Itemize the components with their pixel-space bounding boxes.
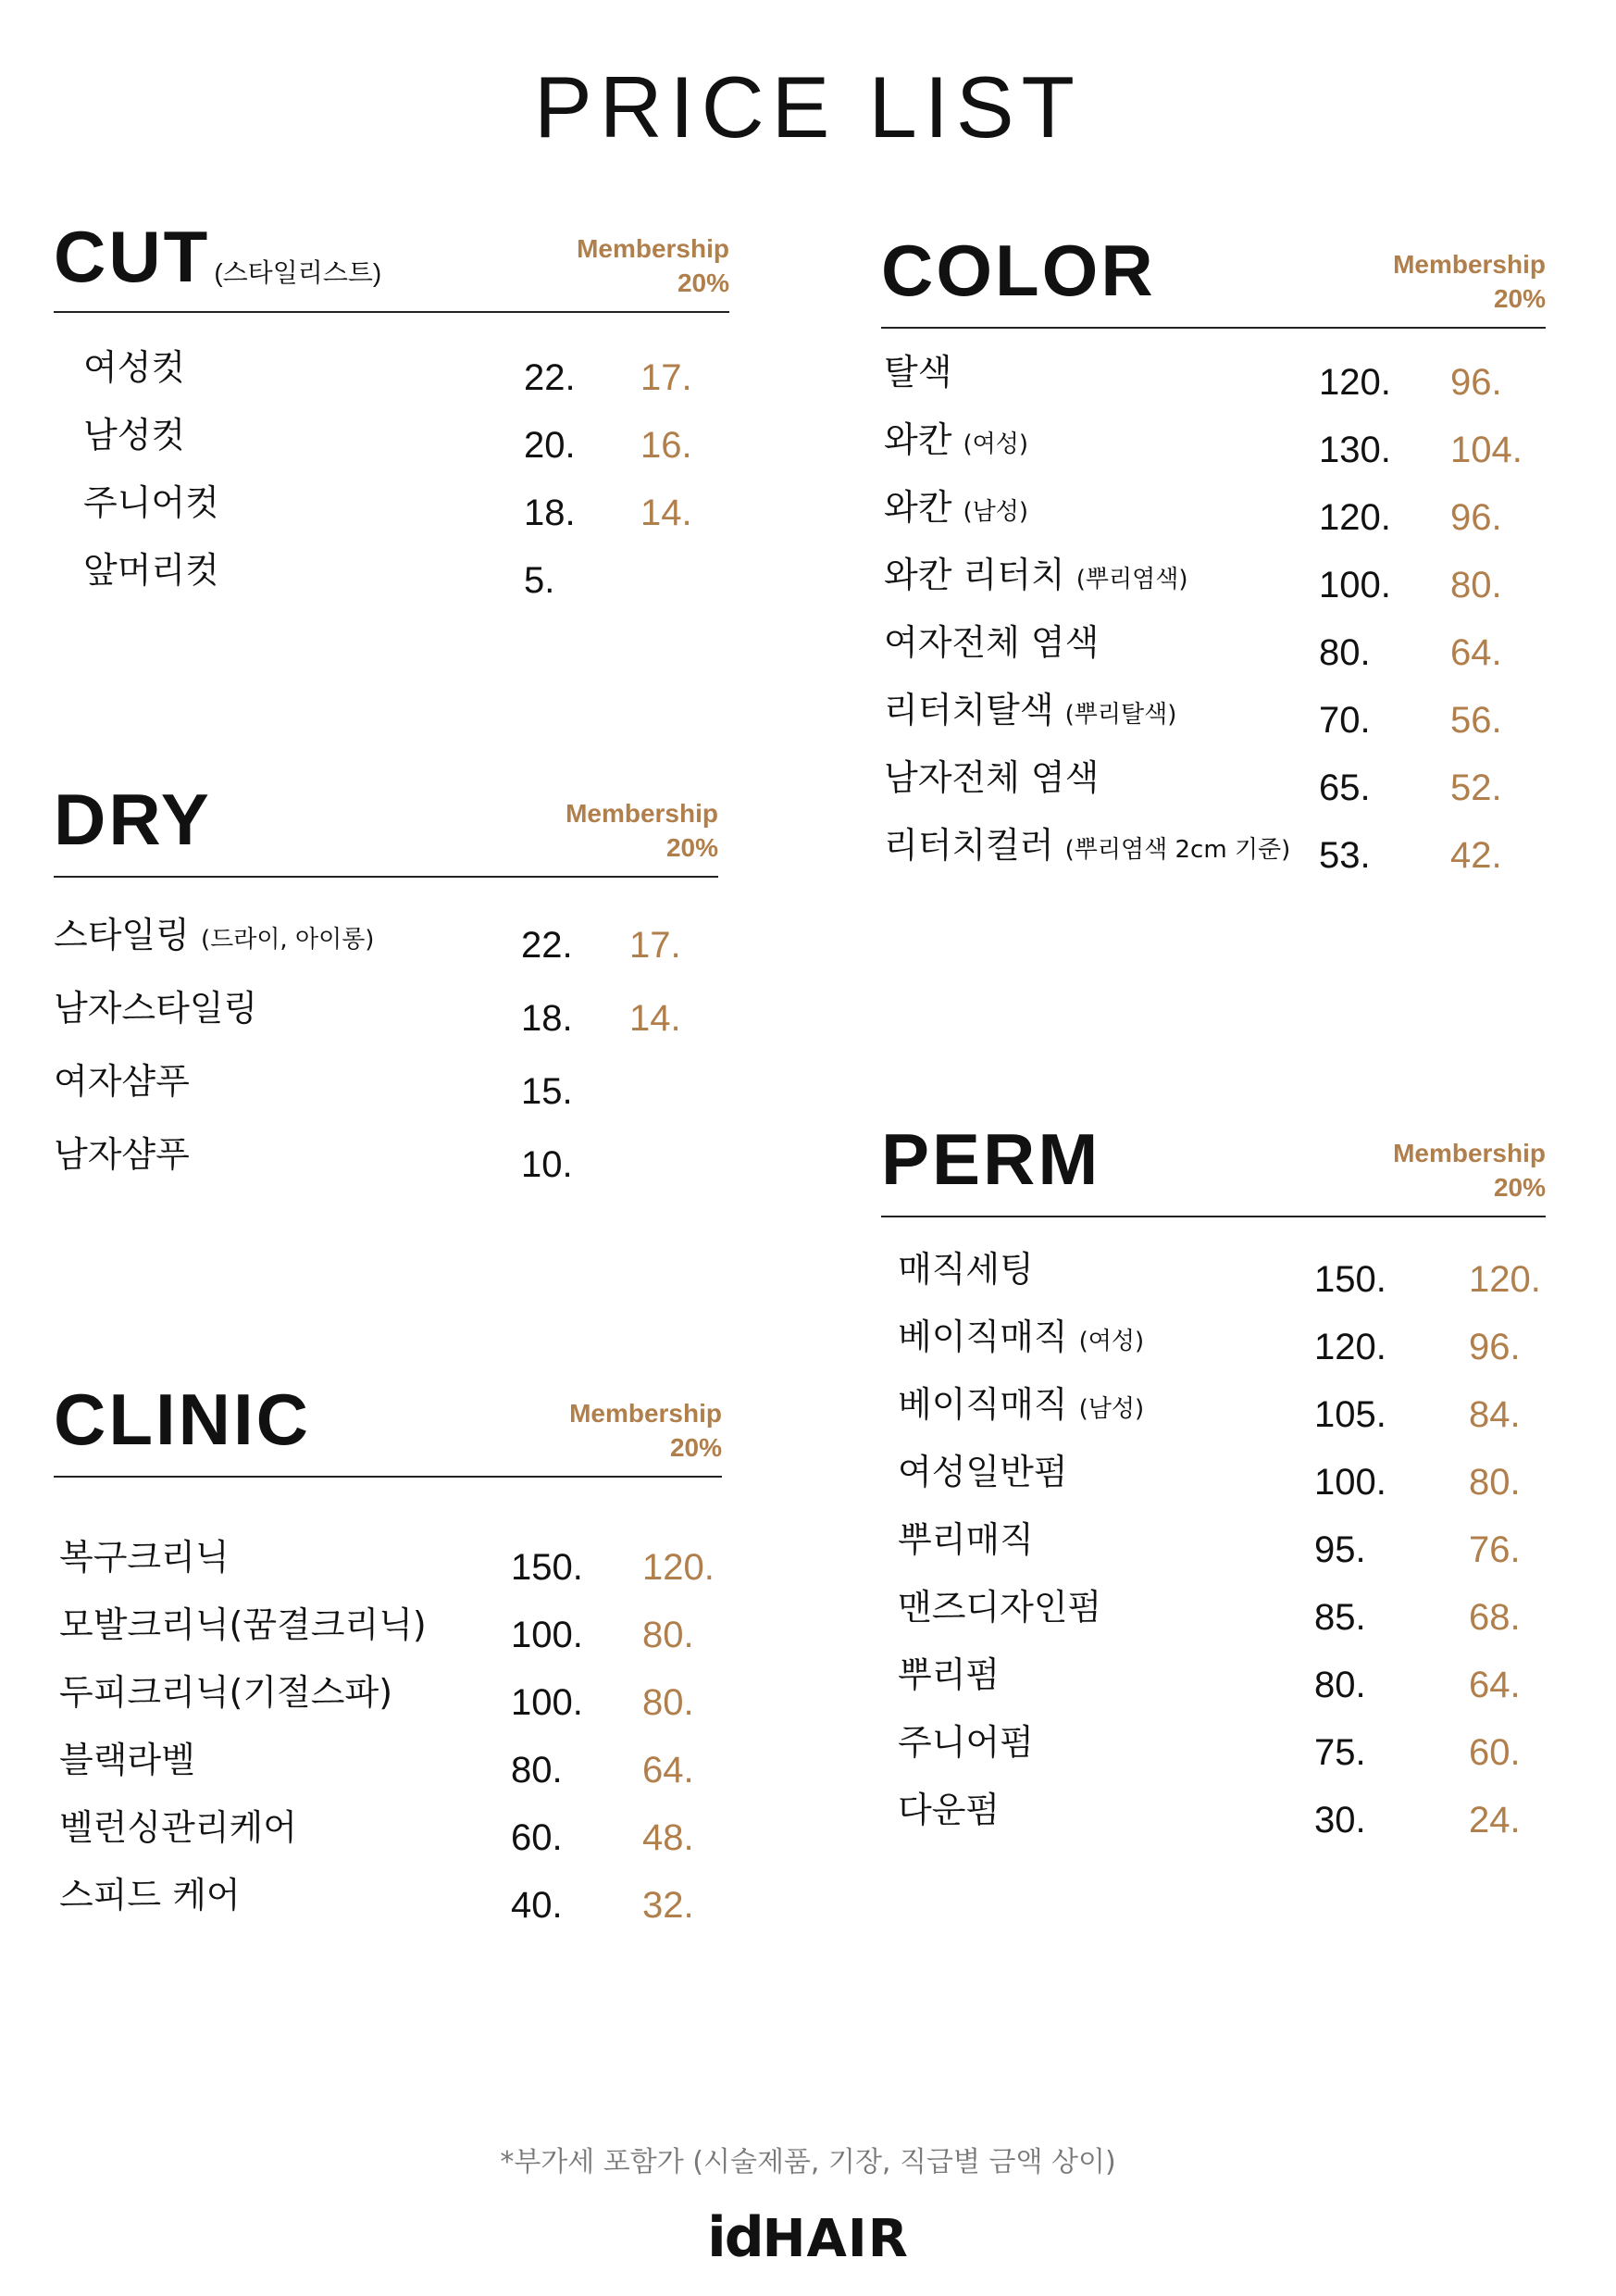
cut-title	[54, 216, 382, 297]
logo-suffix: HAIR	[762, 2209, 909, 2269]
cut-item-member-price: 16.	[640, 425, 692, 466]
dry-title: DRY	[54, 779, 212, 860]
color-item-note: (뿌리탈색)	[1064, 701, 1177, 729]
membership-discount: 20%	[677, 268, 729, 297]
color-item-price: 65.	[1319, 767, 1371, 808]
clinic-item-member-price: 48.	[642, 1817, 694, 1858]
membership-text: Membership	[1393, 250, 1546, 279]
perm-item-row	[898, 1454, 1598, 1506]
cut-item-name: 주니어컷	[83, 482, 219, 523]
clinic-title: CLINIC	[54, 1379, 311, 1460]
perm-item-name-group	[898, 1316, 1145, 1357]
color-item-member-price: 64.	[1450, 632, 1502, 673]
clinic-item-name: 모발크리닉(꿈결크리닉)	[59, 1604, 427, 1645]
membership-text: Membership	[1393, 1139, 1546, 1167]
perm-item-name-group	[898, 1384, 1145, 1425]
perm-item-member-price: 96.	[1469, 1327, 1521, 1367]
color-item-row	[884, 352, 1580, 406]
clinic-item-member-price: 120.	[642, 1547, 715, 1588]
perm-item-name: 뿌리매직	[898, 1519, 1034, 1560]
color-item-name: 와칸	[884, 487, 952, 528]
perm-item-price: 75.	[1314, 1732, 1366, 1773]
clinic-item-member-price: 80.	[642, 1615, 694, 1655]
color-item-member-price: 96.	[1450, 362, 1502, 403]
color-item-name-group	[884, 419, 1029, 460]
color-item-name-group	[884, 487, 1029, 528]
color-title: COLOR	[881, 230, 1156, 311]
color-item-price: 53.	[1319, 835, 1371, 876]
color-item-row	[884, 825, 1580, 880]
cut-item-row	[83, 415, 770, 469]
perm-item-price: 30.	[1314, 1800, 1366, 1841]
clinic-membership-label	[569, 1396, 722, 1465]
dry-item-price: 15.	[521, 1071, 573, 1112]
color-item-note: (남성)	[963, 498, 1029, 526]
clinic-item-member-price: 64.	[642, 1750, 694, 1791]
cut-subtitle: (스타일리스트)	[214, 258, 382, 287]
color-item-note: (여성)	[963, 430, 1029, 458]
membership-text: Membership	[566, 799, 718, 828]
cut-item-name: 남성컷	[83, 415, 186, 455]
dry-item-name-group	[54, 917, 374, 953]
perm-item-name: 베이직매직	[898, 1384, 1068, 1425]
perm-item-row	[898, 1519, 1598, 1574]
color-item-member-price: 52.	[1450, 767, 1502, 808]
perm-item-price: 100.	[1314, 1462, 1386, 1503]
clinic-item-row	[59, 1604, 772, 1659]
clinic-item-row	[59, 1672, 772, 1727]
dry-item-row	[54, 988, 759, 1042]
membership-discount: 20%	[1493, 1173, 1546, 1202]
color-item-price: 120.	[1319, 497, 1391, 538]
clinic-item-price: 100.	[511, 1682, 583, 1723]
cut-title-text: CUT	[54, 216, 211, 297]
clinic-item-member-price: 32.	[642, 1885, 694, 1926]
color-item-member-price: 104.	[1450, 430, 1523, 470]
perm-item-member-price: 120.	[1469, 1259, 1541, 1300]
color-item-price: 100.	[1319, 565, 1391, 605]
perm-item-price: 120.	[1314, 1327, 1386, 1367]
color-section-header	[881, 230, 1546, 329]
perm-item-price: 95.	[1314, 1529, 1366, 1570]
perm-section-header	[881, 1118, 1546, 1217]
dry-item-name: 남자샴푸	[54, 1134, 190, 1175]
perm-item-member-price: 60.	[1469, 1732, 1521, 1773]
brand-logo	[0, 2205, 1616, 2270]
page-title: PRICE LIST	[534, 58, 1082, 156]
color-item-row	[884, 757, 1580, 812]
perm-item-note: (여성)	[1078, 1328, 1145, 1355]
dry-item-price: 22.	[521, 925, 573, 966]
perm-item-price: 105.	[1314, 1394, 1386, 1435]
perm-item-name: 여성일반펌	[898, 1452, 1068, 1492]
perm-item-member-price: 64.	[1469, 1665, 1521, 1705]
color-item-name-group	[884, 690, 1177, 730]
perm-divider	[881, 1216, 1546, 1217]
color-item-name: 와칸 리터치	[884, 555, 1065, 595]
color-item-name: 여자전체 염색	[884, 622, 1100, 663]
perm-item-name: 베이직매직	[898, 1316, 1068, 1357]
perm-item-row	[898, 1316, 1598, 1371]
perm-item-name: 다운펌	[898, 1790, 1001, 1830]
cut-item-row	[83, 550, 770, 605]
clinic-item-row	[59, 1537, 772, 1591]
membership-discount: 20%	[669, 1433, 722, 1462]
dry-item-member-price: 17.	[629, 925, 681, 966]
membership-discount: 20%	[665, 833, 718, 862]
color-item-price: 70.	[1319, 700, 1371, 741]
perm-item-price: 150.	[1314, 1259, 1386, 1300]
perm-item-name: 매직세팅	[898, 1249, 1034, 1290]
dry-item-name: 스타일링	[54, 915, 190, 955]
clinic-item-row	[59, 1875, 772, 1929]
perm-item-name: 뿌리펌	[898, 1654, 1001, 1695]
perm-item-note: (남성)	[1078, 1395, 1145, 1423]
color-item-name: 리터치탈색	[884, 690, 1054, 730]
perm-item-row	[898, 1384, 1598, 1439]
membership-discount: 20%	[1493, 284, 1546, 313]
color-item-name: 남자전체 염색	[884, 757, 1100, 798]
color-divider	[881, 327, 1546, 329]
color-item-row	[884, 419, 1580, 474]
color-item-name-group	[884, 557, 1187, 593]
clinic-item-name: 스피드 케어	[59, 1875, 241, 1915]
dry-item-member-price: 14.	[629, 998, 681, 1039]
cut-item-price: 18.	[524, 493, 576, 533]
dry-item-price: 18.	[521, 998, 573, 1039]
color-item-member-price: 42.	[1450, 835, 1502, 876]
cut-section-header	[54, 218, 729, 313]
perm-item-member-price: 68.	[1469, 1597, 1521, 1638]
cut-item-name: 앞머리컷	[83, 550, 219, 591]
clinic-item-price: 80.	[511, 1750, 563, 1791]
perm-item-member-price: 76.	[1469, 1529, 1521, 1570]
clinic-item-price: 100.	[511, 1615, 583, 1655]
cut-item-member-price: 14.	[640, 493, 692, 533]
color-item-price: 120.	[1319, 362, 1391, 403]
cut-item-name: 여성컷	[83, 347, 186, 388]
dry-item-row	[54, 1134, 759, 1189]
dry-item-name: 남자스타일링	[54, 988, 258, 1029]
clinic-item-member-price: 80.	[642, 1682, 694, 1723]
membership-text: Membership	[569, 1399, 722, 1428]
dry-item-name: 여자샴푸	[54, 1061, 190, 1102]
color-item-member-price: 80.	[1450, 565, 1502, 605]
perm-item-price: 80.	[1314, 1665, 1366, 1705]
dry-item-note: (드라이, 아이롱)	[200, 926, 375, 954]
color-item-row	[884, 487, 1580, 542]
perm-item-row	[898, 1587, 1598, 1641]
clinic-divider	[54, 1476, 722, 1478]
cut-membership-label	[577, 231, 729, 300]
color-item-member-price: 56.	[1450, 700, 1502, 741]
dry-item-price: 10.	[521, 1144, 573, 1185]
clinic-item-price: 150.	[511, 1547, 583, 1588]
perm-item-name: 주니어펌	[898, 1722, 1034, 1763]
clinic-item-name: 복구크리닉	[59, 1537, 230, 1578]
logo-prefix: id	[707, 2205, 763, 2270]
dry-divider	[54, 876, 718, 878]
dry-section-header	[54, 779, 718, 878]
clinic-item-row	[59, 1807, 772, 1862]
clinic-item-price: 40.	[511, 1885, 563, 1926]
color-item-member-price: 96.	[1450, 497, 1502, 538]
perm-title: PERM	[881, 1118, 1101, 1200]
cut-item-row	[83, 482, 770, 537]
color-item-note: (뿌리염색 2cm 기준)	[1064, 836, 1291, 864]
cut-item-row	[83, 347, 770, 402]
cut-item-price: 20.	[524, 425, 576, 466]
clinic-item-row	[59, 1742, 772, 1794]
perm-membership-label	[1393, 1136, 1546, 1204]
dry-item-row	[54, 917, 759, 969]
color-item-price: 80.	[1319, 632, 1371, 673]
perm-item-name: 맨즈디자인펌	[898, 1587, 1102, 1628]
color-item-name-group	[884, 825, 1291, 866]
membership-text: Membership	[577, 234, 729, 263]
clinic-item-price: 60.	[511, 1817, 563, 1858]
clinic-item-name: 벨런싱관리케어	[59, 1807, 297, 1848]
clinic-item-name: 두피크리닉(기절스파)	[59, 1672, 393, 1713]
perm-item-row	[898, 1249, 1598, 1304]
color-item-name: 탈색	[884, 352, 952, 393]
color-item-name: 와칸	[884, 419, 952, 460]
color-item-price: 130.	[1319, 430, 1391, 470]
cut-item-member-price: 17.	[640, 357, 692, 398]
color-item-row	[884, 622, 1580, 677]
color-item-note: (뿌리염색)	[1075, 566, 1188, 593]
perm-item-price: 85.	[1314, 1597, 1366, 1638]
dry-membership-label	[566, 796, 718, 865]
cut-item-price: 5.	[524, 560, 555, 601]
footnote: *부가세 포함가 (시술제품, 기장, 직급별 금액 상이)	[500, 2146, 1116, 2178]
clinic-section-header	[54, 1379, 722, 1478]
perm-item-row	[898, 1722, 1598, 1777]
color-item-row	[884, 690, 1580, 744]
color-item-name: 리터치컬러	[884, 825, 1054, 866]
clinic-item-name: 블랙라벨	[59, 1740, 195, 1780]
perm-item-member-price: 84.	[1469, 1394, 1521, 1435]
cut-divider	[54, 311, 729, 313]
perm-item-row	[898, 1654, 1598, 1709]
perm-item-member-price: 24.	[1469, 1800, 1521, 1841]
cut-item-price: 22.	[524, 357, 576, 398]
dry-item-row	[54, 1061, 759, 1116]
color-membership-label	[1393, 247, 1546, 316]
perm-item-member-price: 80.	[1469, 1462, 1521, 1503]
perm-item-row	[898, 1792, 1598, 1844]
color-item-row	[884, 557, 1580, 609]
